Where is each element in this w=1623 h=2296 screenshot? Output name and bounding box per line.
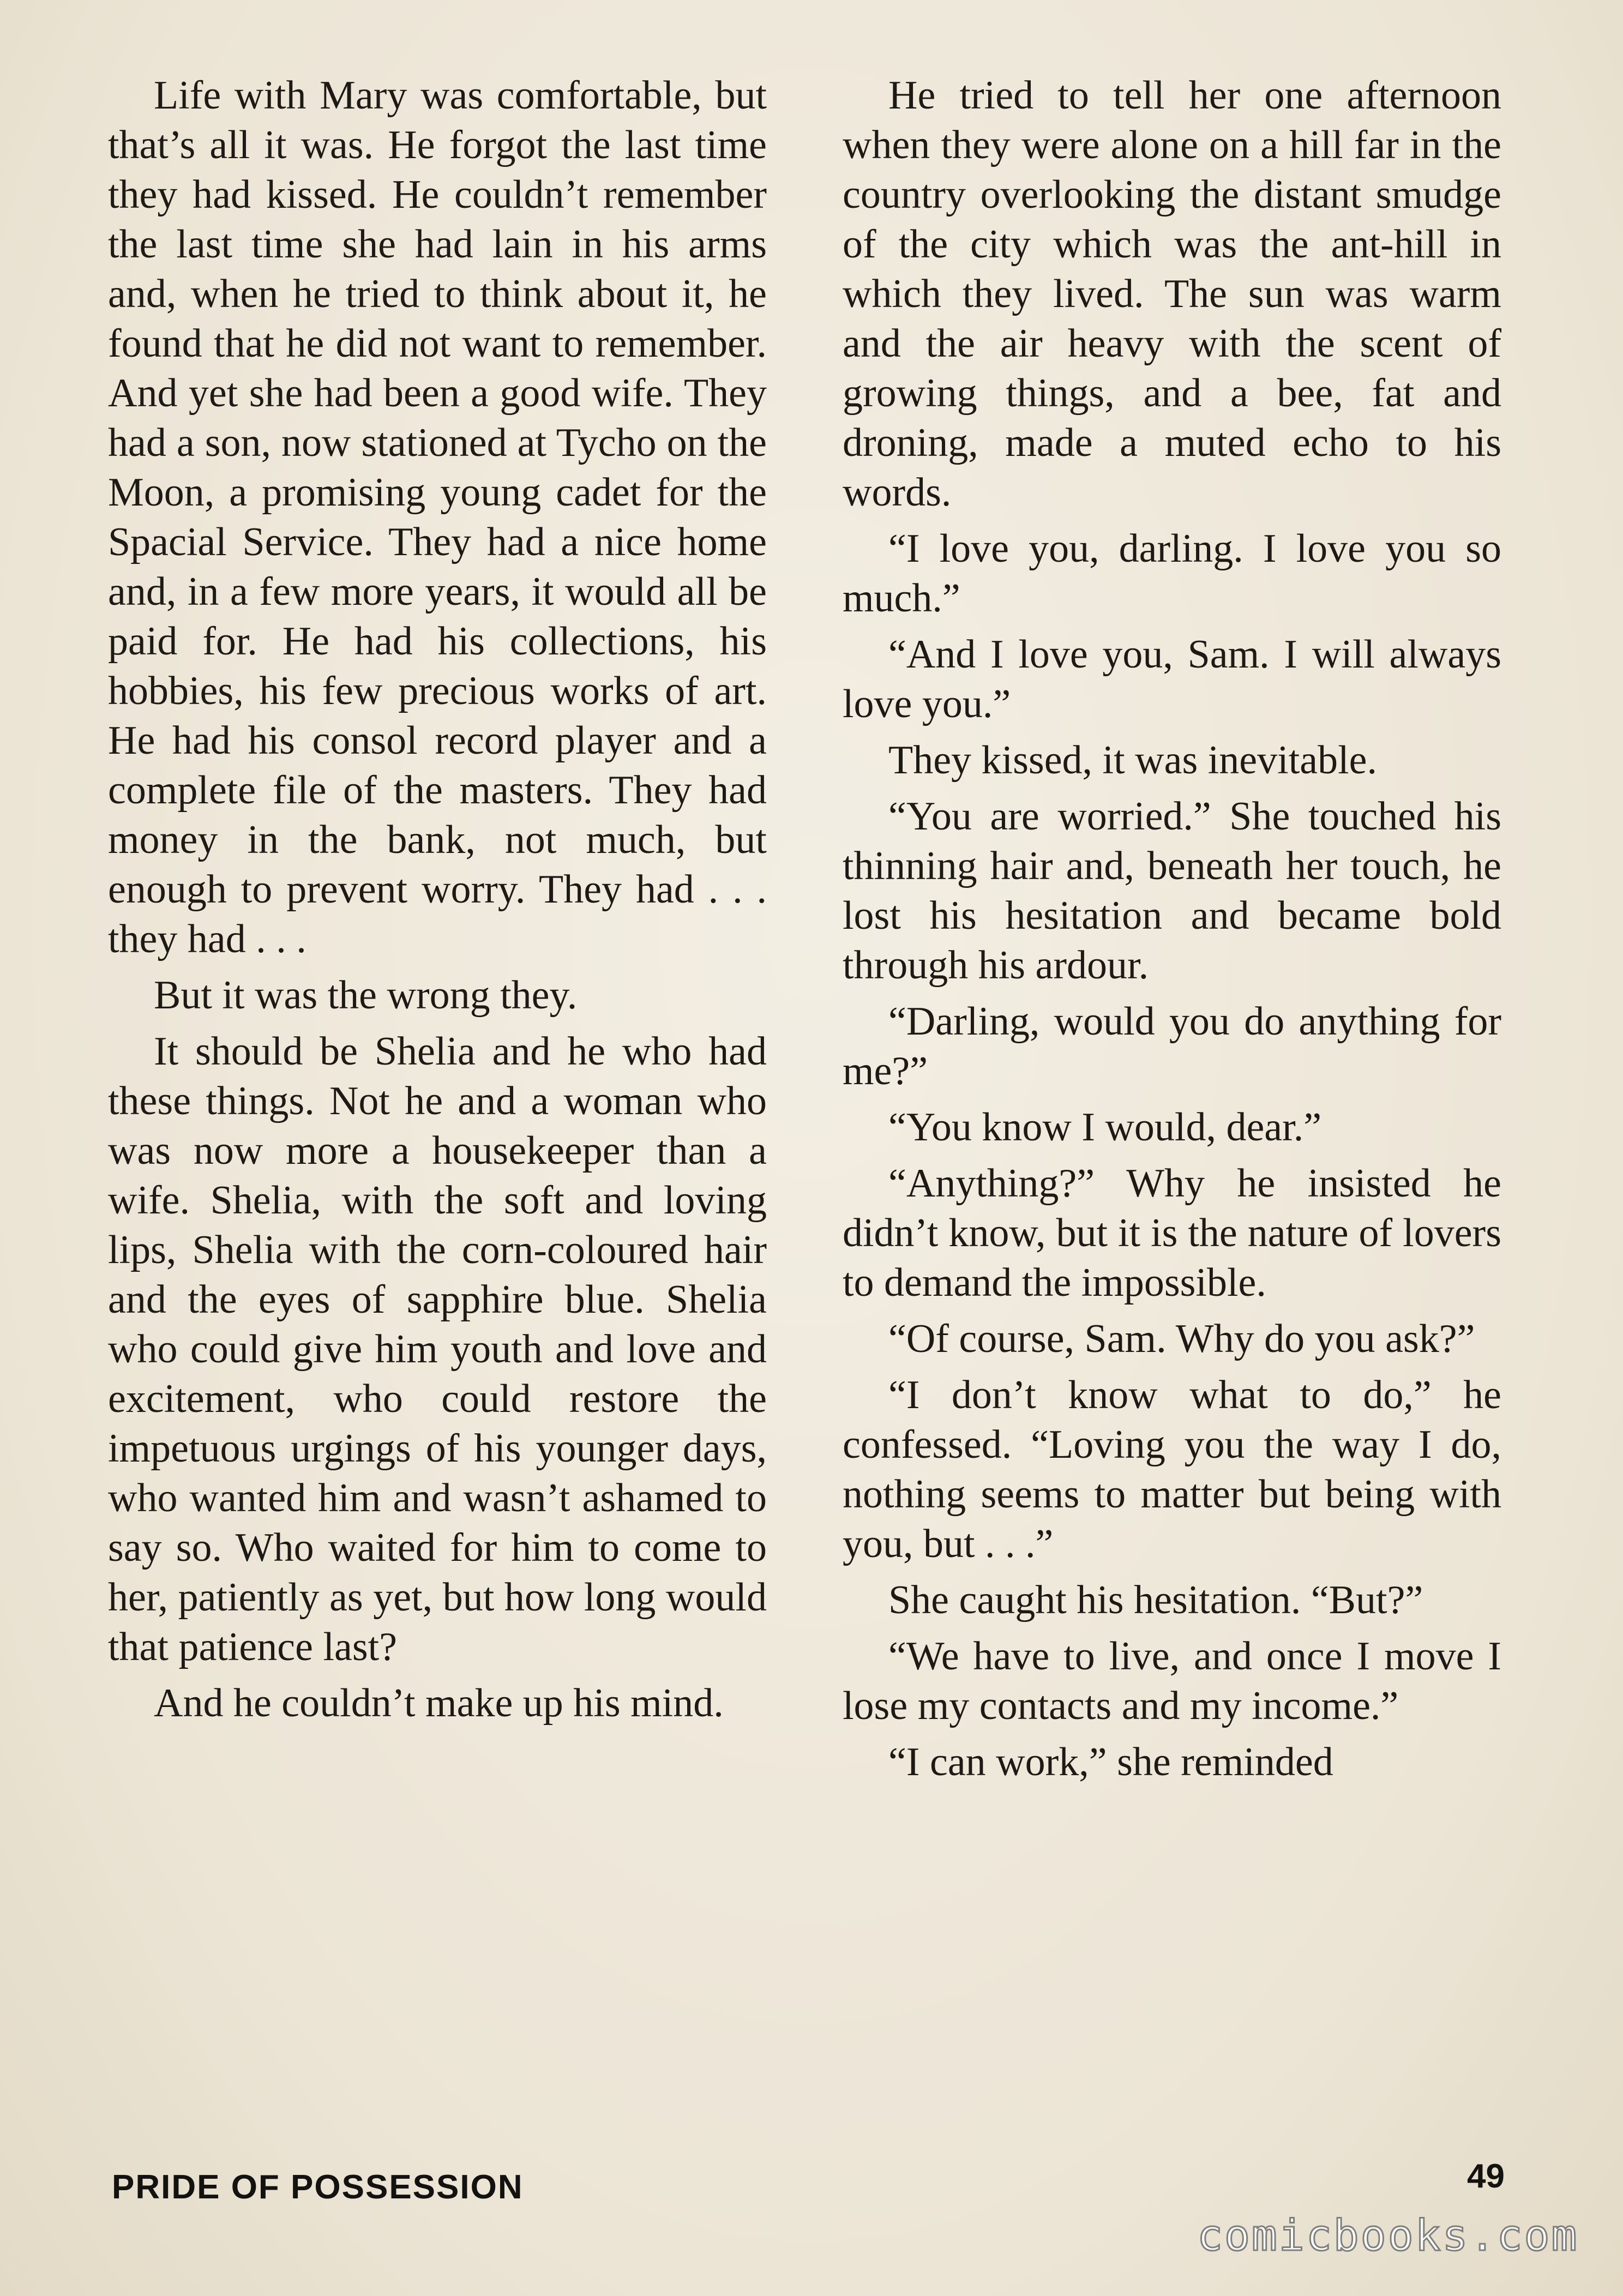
paragraph: “I don’t know what to do,” he confessed. “Loving you the way I do, nothing seems to matter but being with you, but . . .” xyxy=(843,1373,1501,1566)
paragraph: But it was the wrong they. xyxy=(154,973,578,1018)
page-number: 49 xyxy=(1467,2157,1505,2195)
right-text-column xyxy=(843,71,1501,1794)
paragraph: And he couldn’t make up his mind. xyxy=(154,1681,724,1726)
paragraph: It should be Shelia and he who had these things. Not he and a woman who was now more a housekeeper than a wife. Shelia, with the soft and loving lips, Shelia with the corn-coloured hair and the eyes of sapphire blue. Shelia who could give him youth and love and excitement, who could restore the impetuous urgings of his younger days, who wanted him and wasn’t ashamed to say so. Who waited for him to come to her, patiently as yet, but how long would that patience last? xyxy=(108,1029,767,1669)
paragraph: He tried to tell her one afternoon when they were alone on a hill far in the country overlooking the distant smudge of the city which was the ant-hill in which they lived. The sun was warm and the air heavy with the scent of growing things, and a bee, fat and droning, made a muted echo to his words. xyxy=(843,73,1501,515)
paragraph: They kissed, it was inevitable. xyxy=(888,738,1378,783)
paragraph: “I love you, darling. I love you so much.” xyxy=(843,526,1501,621)
watermark: comicbooks.com xyxy=(1197,2211,1579,2261)
paragraph: “Of course, Sam. Why do you ask?” xyxy=(888,1317,1475,1361)
paragraph: “You are worried.” She touched his thinning hair and, beneath her touch, he lost his hesitation and became bold through his ardour. xyxy=(843,794,1501,988)
paragraph: “Anything?” Why he insisted he didn’t know, but it is the nature of lovers to demand the impossible. xyxy=(843,1161,1501,1305)
paragraph: “I can work,” she reminded xyxy=(888,1740,1333,1784)
paragraph: Life with Mary was comfortable, but that’s all it was. He forgot the last time they had kissed. He couldn’t remember the last time she had lain in his arms and, when he tried to think about it, he found that he did not want to remember. And yet she had been a good wife. They had a son, now stationed at Tycho on the Moon, a promising young cadet for the Spacial Service. They had a nice home and, in a few more years, it would all be paid for. He had his collections, his hobbies, his few precious works of art. He had his consol record player and a complete file of the masters. They had money in the bank, not much, but enough to prevent worry. They had . . . they had . . . xyxy=(108,73,767,961)
paragraph: “We have to live, and once I move I lose my contacts and my income.” xyxy=(843,1634,1501,1728)
running-footer-title: PRIDE OF POSSESSION xyxy=(112,2168,524,2206)
paragraph: She caught his hesitation. “But?” xyxy=(888,1578,1423,1622)
paragraph: “You know I would, dear.” xyxy=(888,1105,1322,1150)
paragraph: “Darling, would you do anything for me?” xyxy=(843,999,1501,1093)
paragraph: “And I love you, Sam. I will always love you.” xyxy=(843,632,1501,726)
left-text-column xyxy=(108,71,767,1735)
